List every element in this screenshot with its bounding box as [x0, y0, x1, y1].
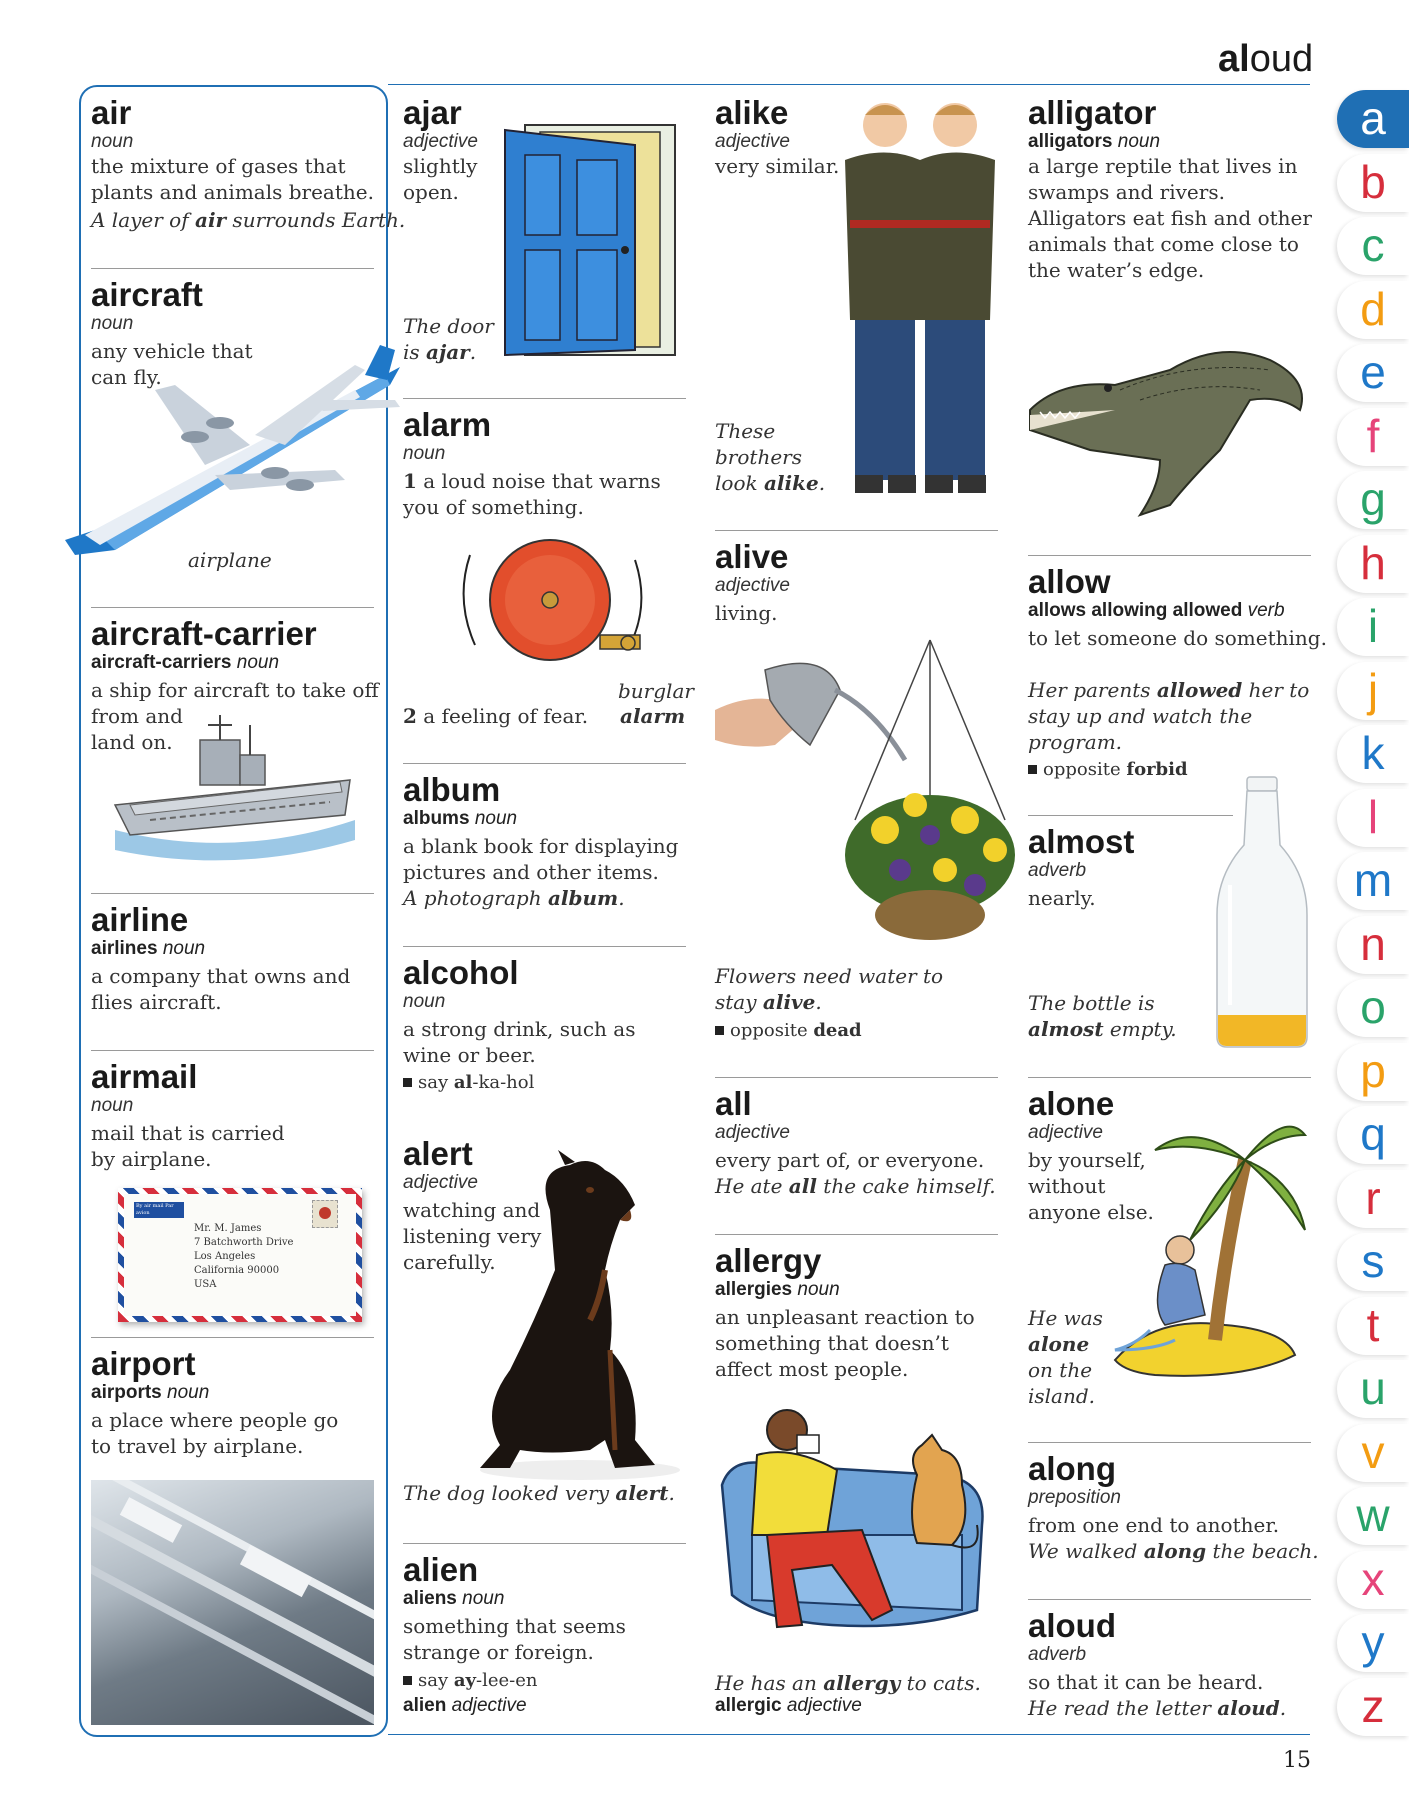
pos-ajar: adjective: [403, 131, 478, 152]
def-allow: to let someone do something.: [1028, 626, 1327, 650]
twin-brothers-illustration: [830, 100, 1010, 500]
alphabet-tab-h[interactable]: h: [1337, 535, 1409, 593]
caption-alike-3: [715, 470, 825, 496]
caption-airplane: airplane: [188, 548, 272, 572]
hanging-basket-illustration: [715, 630, 1015, 960]
caption-alike-post: .: [818, 471, 826, 495]
caption-almost-post: empty.: [1103, 1017, 1177, 1041]
pos-all: adjective: [715, 1122, 790, 1143]
pos-allow: verb: [1247, 600, 1285, 621]
caption-alive-pre: stay: [715, 990, 763, 1014]
headword-allow: allow: [1028, 563, 1111, 600]
example-allow-3: program.: [1028, 730, 1123, 754]
alphabet-tab-w[interactable]: w: [1337, 1487, 1409, 1545]
derived-allergy: [715, 1695, 862, 1717]
alarm-bell-illustration: [450, 535, 660, 685]
example-all: [715, 1173, 996, 1199]
plural-airport: airports: [91, 1382, 162, 1403]
divider: [403, 1543, 686, 1544]
caption-allergy: [715, 1670, 981, 1696]
def-aircraft-carrier-1: a ship for aircraft to take off: [91, 678, 379, 702]
def-alive: living.: [715, 601, 778, 625]
caption-alike-1: These: [715, 419, 776, 443]
guide-word-prefix: al: [1218, 38, 1250, 80]
caption-alone-2: alone: [1028, 1332, 1090, 1356]
derived-allergy-pos: adjective: [786, 1695, 862, 1716]
forms-allergy: [715, 1279, 840, 1301]
caption-allergy-bold: allergy: [823, 1671, 901, 1695]
example-aloud-post: .: [1279, 1696, 1287, 1720]
pos-along: preposition: [1028, 1487, 1121, 1508]
example-along-bold: along: [1143, 1539, 1207, 1563]
sense-number: 1: [403, 469, 417, 493]
caption-alert-post: .: [668, 1481, 675, 1505]
def-alligator: a large reptile that lives in swamps and rivers. Alligators eat fish and other animals that come close to the water’s edge.: [1028, 154, 1312, 282]
alphabet-tab-j[interactable]: j: [1337, 662, 1409, 720]
example-aloud: [1028, 1695, 1286, 1721]
derived-allergy-word: allergic: [715, 1695, 782, 1716]
example-album: [403, 885, 625, 911]
alphabet-tab-r[interactable]: r: [1337, 1170, 1409, 1228]
plural-airline: airlines: [91, 938, 158, 959]
caption-alive-post: .: [815, 990, 822, 1014]
alphabet-tab-b[interactable]: b: [1337, 154, 1409, 212]
def-allergy: an unpleasant reaction to something that doesn’t affect most people.: [715, 1305, 975, 1381]
headword-along: along: [1028, 1450, 1116, 1487]
alphabet-tab-n[interactable]: n: [1337, 916, 1409, 974]
def-alcohol: a strong drink, such as wine or beer.: [403, 1017, 636, 1067]
address-line: 7 Batchworth Drive: [194, 1237, 294, 1248]
pos-airline: noun: [162, 938, 206, 959]
def-alarm-1: [403, 468, 688, 520]
example-allow-bold: allowed: [1156, 678, 1243, 702]
alphabet-tab-o[interactable]: o: [1337, 979, 1409, 1037]
alphabet-tab-x[interactable]: x: [1337, 1551, 1409, 1609]
example-album-post: .: [618, 886, 625, 910]
airmail-envelope: [118, 1188, 362, 1322]
caption-almost-bold: almost: [1028, 1017, 1104, 1041]
headword-almost: almost: [1028, 823, 1135, 860]
airmail-label: By air mail Par avion: [134, 1202, 184, 1218]
caption-ajar-post: .: [469, 340, 477, 364]
example-air-pre: A layer of: [91, 208, 195, 232]
opposite-label: opposite: [1043, 759, 1127, 780]
alphabet-tab-f[interactable]: f: [1337, 408, 1409, 466]
headword-airmail: airmail: [91, 1058, 198, 1095]
caption-alike-bold: alike: [763, 471, 819, 495]
example-allow-post: her to: [1242, 678, 1310, 702]
def-alike: very similar.: [715, 154, 840, 178]
caption-almost-1: The bottle is: [1028, 991, 1155, 1015]
def-aircraft-carrier-3: land on.: [91, 730, 173, 754]
headword-aloud: aloud: [1028, 1607, 1116, 1644]
caption-ajar-is: is: [403, 340, 427, 364]
say-stress: al: [453, 1072, 473, 1093]
pos-airport: noun: [167, 1382, 210, 1403]
def-alert: watching and listening very carefully.: [403, 1198, 542, 1274]
alphabet-tab-u[interactable]: u: [1337, 1360, 1409, 1418]
caption-alone-4: island.: [1028, 1384, 1096, 1408]
pos-aloud: adverb: [1028, 1644, 1087, 1665]
aircraft-carrier-illustration: [110, 710, 360, 870]
caption-ajar-bold: ajar: [426, 340, 470, 364]
example-allow-2: stay up and watch the: [1028, 704, 1253, 728]
headword-alone: alone: [1028, 1085, 1115, 1122]
example-air-post: surrounds Earth.: [226, 208, 406, 232]
forms-aircraft-carrier: [91, 652, 279, 674]
divider: [91, 1337, 374, 1338]
def-airport: a place where people go to travel by airplane.: [91, 1408, 339, 1458]
headword-airline: airline: [91, 901, 189, 938]
caption-alive-bold: alive: [762, 990, 816, 1014]
def-aircraft-2: can fly.: [91, 365, 162, 389]
postage-stamp: [312, 1200, 338, 1228]
caption-alert-bold: alert: [615, 1481, 669, 1505]
pos-alive: adjective: [715, 575, 790, 596]
alphabet-tab-q[interactable]: q: [1337, 1106, 1409, 1164]
pos-alone: adjective: [1028, 1122, 1103, 1143]
caption-alarm-1: burglar: [618, 679, 694, 703]
sense-number: 2: [403, 704, 417, 728]
headword-alert: alert: [403, 1135, 473, 1172]
headword-allergy: allergy: [715, 1242, 822, 1279]
def-ajar-1: slightly: [403, 154, 478, 178]
say-label: say: [418, 1670, 454, 1691]
headword-air: air: [91, 94, 132, 131]
caption-alert: [403, 1480, 675, 1506]
def-alarm-2: [403, 703, 588, 729]
caption-alone-1: He was: [1028, 1306, 1103, 1330]
plural-alien: aliens: [403, 1588, 457, 1609]
example-album-pre: A photograph: [403, 886, 548, 910]
headword-alike: alike: [715, 94, 789, 131]
say-rest: -ka-hol: [472, 1072, 535, 1093]
example-along-pre: We walked: [1028, 1539, 1144, 1563]
def-aircraft-1: any vehicle that: [91, 339, 253, 363]
caption-alive-1: Flowers need water to: [715, 964, 944, 988]
def-alien: something that seems strange or foreign.: [403, 1614, 626, 1664]
address-line: Mr. M. James: [194, 1223, 262, 1234]
example-all-post: the cake himself.: [816, 1174, 996, 1198]
plural-alligator: alligators: [1028, 131, 1113, 152]
def-almost: nearly.: [1028, 886, 1096, 910]
alphabet-tab-l[interactable]: l: [1337, 789, 1409, 847]
airport-photo: [91, 1480, 374, 1725]
pos-alligator: noun: [1117, 131, 1161, 152]
def-alarm-1-text: a loud noise that warns you of something.: [403, 469, 661, 519]
forms-album: [403, 808, 517, 830]
derived-alien-word: alien: [403, 1695, 447, 1716]
def-alone-2: without: [1028, 1174, 1106, 1198]
alphabet-tab-z[interactable]: z: [1337, 1678, 1409, 1736]
def-aircraft-carrier-2: from and: [91, 704, 183, 728]
address-line: USA: [194, 1279, 217, 1290]
address-line: California 90000: [194, 1265, 280, 1276]
divider: [1028, 555, 1311, 556]
pos-almost: adverb: [1028, 860, 1087, 881]
caption-alike-pre: look: [715, 471, 764, 495]
pos-alert: adjective: [403, 1172, 478, 1193]
divider: [1028, 1599, 1311, 1600]
example-album-bold: album: [547, 886, 619, 910]
caption-ajar-1: The door: [403, 314, 494, 338]
door-illustration: [495, 120, 695, 360]
desert-island-illustration: [1095, 1100, 1315, 1390]
headword-ajar: ajar: [403, 94, 462, 131]
pos-alien: noun: [462, 1588, 505, 1609]
pos-album: noun: [474, 808, 518, 829]
example-along-post: the beach.: [1206, 1539, 1319, 1563]
alphabet-tab-g[interactable]: g: [1337, 471, 1409, 529]
headword-airport: airport: [91, 1345, 196, 1382]
envelope-address: [194, 1222, 293, 1292]
alphabet-tab-e[interactable]: e: [1337, 344, 1409, 402]
inflections-allow: allows allowing allowed: [1028, 600, 1243, 621]
say-label: say: [418, 1072, 454, 1093]
allergy-illustration: [712, 1395, 1002, 1655]
alphabet-tab-t[interactable]: t: [1337, 1297, 1409, 1355]
alphabet-tab-s[interactable]: s: [1337, 1233, 1409, 1291]
example-along: [1028, 1538, 1319, 1564]
def-airline: a company that owns and flies aircraft.: [91, 964, 351, 1014]
divider: [91, 893, 374, 894]
def-airmail-1: mail that is carried: [91, 1121, 285, 1145]
opposite-alive: [715, 1020, 862, 1041]
def-album: a blank book for displaying pictures and other items.: [403, 834, 679, 884]
alphabet-tab-m[interactable]: m: [1337, 852, 1409, 910]
divider: [403, 763, 686, 764]
plural-allergy: allergies: [715, 1279, 793, 1300]
headword-alarm: alarm: [403, 406, 492, 443]
pos-air: noun: [91, 131, 134, 152]
headword-aircraft-carrier: aircraft-carrier: [91, 615, 317, 652]
alphabet-tab-v[interactable]: v: [1337, 1424, 1409, 1482]
example-all-pre: He ate: [715, 1174, 789, 1198]
example-all-bold: all: [788, 1174, 817, 1198]
divider: [403, 946, 686, 947]
caption-ajar-2: [403, 339, 476, 365]
forms-alligator: [1028, 131, 1160, 153]
forms-allow: [1028, 600, 1285, 622]
pos-alike: adjective: [715, 131, 790, 152]
headword-alive: alive: [715, 538, 789, 575]
divider: [715, 530, 998, 531]
alphabet-tab-d[interactable]: d: [1337, 281, 1409, 339]
derived-alien-pos: adjective: [451, 1695, 527, 1716]
pos-aircraft: noun: [91, 313, 134, 334]
guide-word: [1218, 38, 1313, 81]
alphabet-tab-c[interactable]: c: [1337, 217, 1409, 275]
example-aloud-bold: aloud: [1217, 1696, 1280, 1720]
headword-alligator: alligator: [1028, 94, 1157, 131]
divider: [1028, 1442, 1311, 1443]
caption-alone-3: on the: [1028, 1358, 1093, 1382]
guide-word-rest: oud: [1249, 38, 1314, 80]
example-allow-pre: Her parents: [1028, 678, 1157, 702]
example-aloud-pre: He read the letter: [1028, 1696, 1218, 1720]
def-alone-3: anyone else.: [1028, 1200, 1154, 1224]
divider: [91, 1050, 374, 1051]
divider: [91, 607, 374, 608]
def-alone-1: by yourself,: [1028, 1148, 1146, 1172]
caption-allergy-post: to cats.: [900, 1671, 981, 1695]
def-all: every part of, or everyone.: [715, 1148, 985, 1172]
say-stress: ay: [453, 1670, 476, 1691]
caption-alert-pre: The dog looked very: [403, 1481, 616, 1505]
divider: [715, 1234, 998, 1235]
divider: [1028, 1077, 1311, 1078]
def-aloud: so that it can be heard.: [1028, 1670, 1264, 1694]
caption-alive-2: [715, 989, 822, 1015]
divider: [715, 1077, 998, 1078]
example-air-bold: air: [194, 208, 227, 232]
derived-alien: [403, 1695, 527, 1717]
alligator-illustration: [1020, 300, 1315, 525]
example-allow-1: [1028, 677, 1309, 703]
divider: [403, 398, 686, 399]
def-along: from one end to another.: [1028, 1513, 1280, 1537]
divider: [91, 268, 374, 269]
pos-alcohol: noun: [403, 991, 446, 1012]
dog-illustration: [440, 1150, 690, 1490]
headword-alien: alien: [403, 1551, 479, 1588]
forms-airline: [91, 938, 205, 960]
say-rest: -lee-en: [475, 1670, 538, 1691]
page-number: 15: [1283, 1748, 1311, 1773]
example-air: [91, 207, 406, 233]
plural-album: albums: [403, 808, 470, 829]
address-line: Los Angeles: [194, 1251, 256, 1262]
def-airmail-2: by airplane.: [91, 1147, 212, 1171]
alphabet-tab-p[interactable]: p: [1337, 1043, 1409, 1101]
def-ajar-2: open.: [403, 180, 459, 204]
pronunciation-alien: [403, 1670, 537, 1691]
opposite-allow: [1028, 759, 1188, 780]
pronunciation-alcohol: [403, 1072, 534, 1093]
opposite-word: forbid: [1126, 759, 1188, 780]
forms-airport: [91, 1382, 209, 1404]
header-rule: [388, 84, 1310, 85]
opposite-label: opposite: [730, 1020, 814, 1041]
airplane-illustration: [55, 345, 400, 560]
alphabet-tab-y[interactable]: y: [1337, 1614, 1409, 1672]
caption-alike-2: brothers: [715, 445, 802, 469]
alphabet-tab-i[interactable]: i: [1337, 598, 1409, 656]
pos-alarm: noun: [403, 443, 446, 464]
plural-aircraft-carrier: aircraft-carriers: [91, 652, 232, 673]
headword-all: all: [715, 1085, 752, 1122]
headword-album: album: [403, 771, 501, 808]
caption-alarm-2: alarm: [620, 704, 686, 728]
pos-allergy: noun: [797, 1279, 840, 1300]
headword-aircraft: aircraft: [91, 276, 203, 313]
forms-alien: [403, 1588, 504, 1610]
bottle-illustration: [1212, 775, 1312, 1050]
def-air: the mixture of gases that plants and animals breathe.: [91, 154, 374, 204]
headword-alcohol: alcohol: [403, 954, 519, 991]
caption-almost-2: [1028, 1016, 1177, 1042]
divider: [1028, 815, 1233, 816]
opposite-word: dead: [813, 1020, 862, 1041]
caption-allergy-pre: He has an: [715, 1671, 824, 1695]
def-alarm-2-text: a feeling of fear.: [416, 704, 589, 728]
pos-aircraft-carrier: noun: [236, 652, 280, 673]
alphabet-tab-a[interactable]: a: [1337, 90, 1409, 148]
pos-airmail: noun: [91, 1095, 134, 1116]
footer-rule: [388, 1734, 1310, 1735]
alphabet-tab-k[interactable]: k: [1337, 725, 1409, 783]
